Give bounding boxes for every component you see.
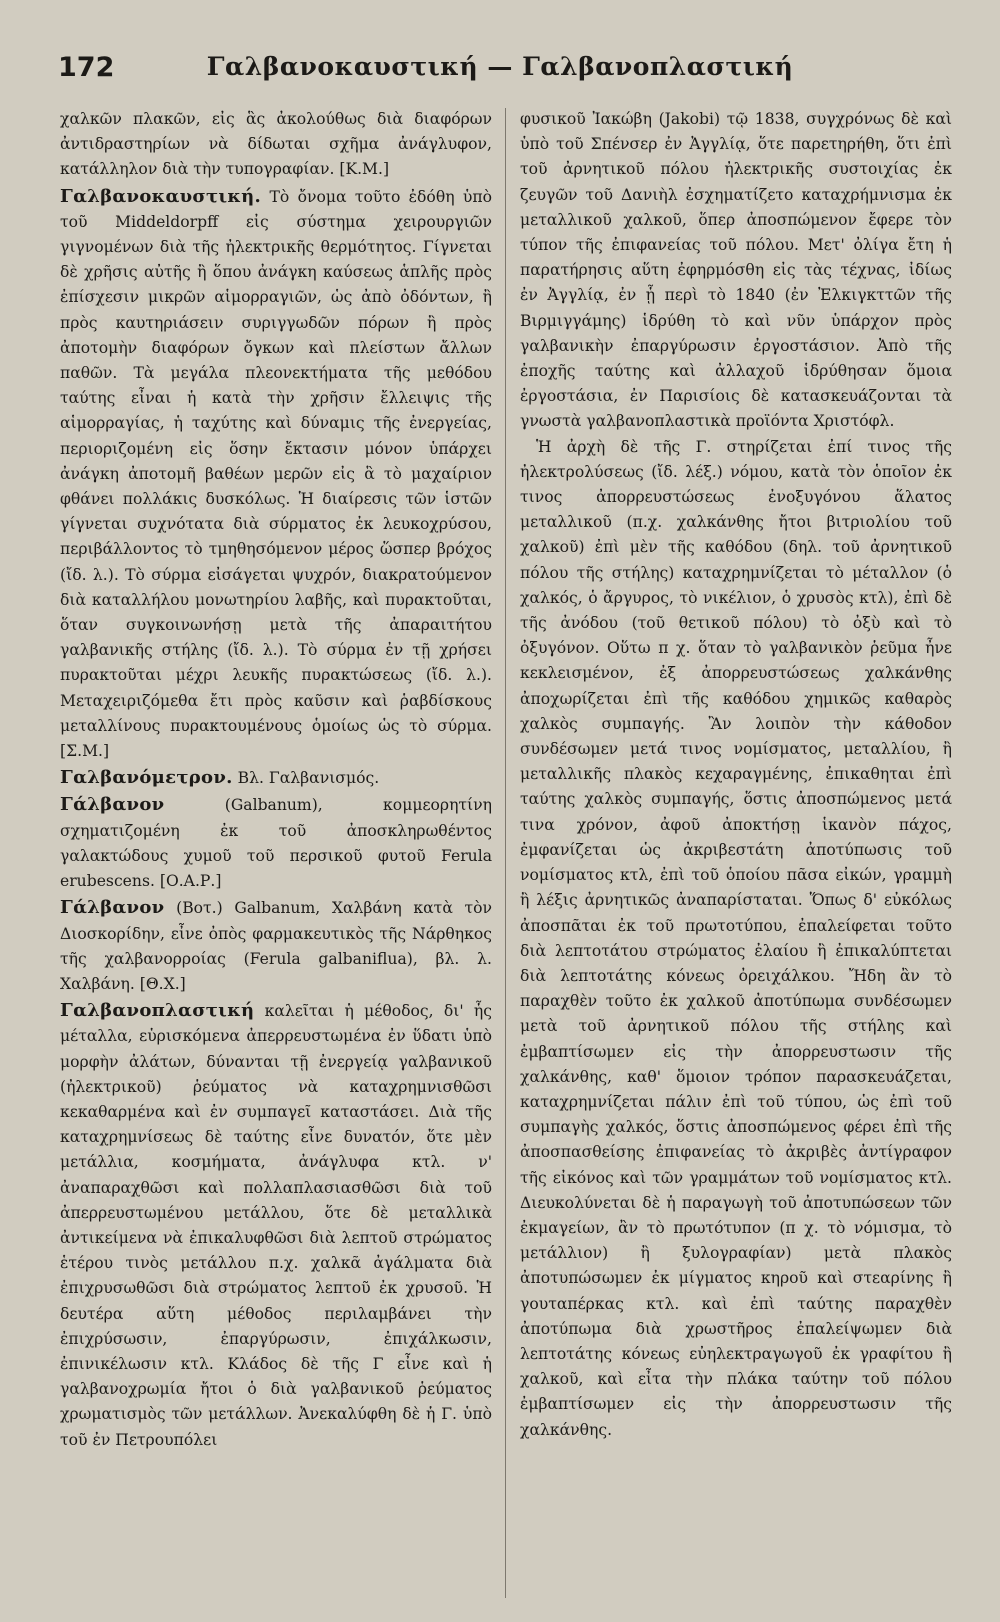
entry-galvanometron [60,765,492,791]
entry-lemma: Γάλβανον [60,897,165,919]
entry-galvanon-1 [60,792,492,894]
column-divider [505,108,506,1598]
paragraph-history: φυσικοῦ Ἰακώβη (Jakobi) τῷ 1838, συγχρόνως δὲ καὶ ὑπὸ τοῦ Σπένσερ ἐν Ἀγγλίᾳ, ὅτε παρετηρήθη, ὅτι ἐπὶ τοῦ ἀρνητικοῦ πόλου ἠλεκτρικῆς συστοιχίας ἐκ ζευγῶν τοῦ Δανιὴλ ἐσχηματίζετο καταχρήμνισμα ἐκ μεταλλικοῦ χαλκοῦ, ὅπερ ἀποσπώμενον ἔφερε τὸν τύπον τῆς ἐπιφανείας τοῦ πόλου. Μετ' ὀλίγα ἔτη ἡ παρατήρησις αὕτη ἐφηρμόσθη εἰς τὰς τέχνας, ἰδίως ἐν Ἀγγλίᾳ, ἐν ᾗ περὶ τὸ 1840 (ἐν Ἐλκιγκττῶν τῆς Βιρμιγγάμης) ἱδρύθη τὸ καὶ νῦν ὑπάρχον πρὸς γαλβανικὴν ἐπαργύρωσιν ἐργοστάσιον. Ἀπὸ τῆς ἐποχῆς ταύτης καὶ ἀλλαχοῦ ἱδρύθησαν ὅμοια ἐργοστάσια, ἐν Παρισίοις δὲ κατασκευάζονται τὰ γνωστὰ γαλβανοπλαστικὰ προϊόντα Χριστόφλ. [520,110,952,431]
right-column [520,107,952,1607]
entry-continuation [60,107,492,183]
entry-text: (Galbanum), κομμεορητίνη σχηματιζομένη ἐκ τοῦ ἀποσκληρωθέντος γαλακτώδους χυμοῦ τοῦ περσικοῦ φυτοῦ Ferula erubescens. [Ο.Α.Ρ.] [60,796,492,891]
running-head: Γαλβανοκαυστική — Γαλβανοπλαστική [206,52,794,81]
page-header [58,52,942,92]
entry-text: Βλ. Γαλβανισμός. [232,769,380,788]
entry-lemma: Γαλβανοπλαστική [60,1000,255,1022]
entry-galvanokaustiki [60,184,492,765]
left-column [60,107,492,1607]
entry-galvanoplastiki [60,998,492,1453]
entry-lemma: Γαλβανοκαυστική. [60,185,262,207]
entry-text: (Βοτ.) Galbanum, Χαλβάνη κατὰ τὸν Διοσκορίδην, εἶνε ὀπὸς φαρμακευτικὸς τῆς Νάρθηκος τῆς χαλβανορροίας (Ferula galbaniflua), βλ. λ. Χαλβάνη. [Θ.Χ.] [60,899,492,993]
page-number: 172 [58,52,115,83]
entry-text: Τὸ ὄνομα τοῦτο ἐδόθη ὑπὸ τοῦ Middeldorpff εἰς σύστημα χειρουργιῶν γιγνομένων διὰ τῆς ἠλεκτρικῆς θερμότητος. Γίγνεται δὲ χρῆσις αὐτῆς ἢ ὅπου ἀνάγκη καύσεως ἁπλῆς πρὸς ἐπίσχεσιν μικρῶν αἱμορραγιῶν, ὡς ἀπὸ ὀδόντων, ἢ πρὸς καυτηριάσειν συριγγωδῶν πόρων ἢ πρὸς ἀποτομὴν διαφόρων ὄγκων καὶ πλείστων ἄλλων παθῶν. Τὰ μεγάλα πλεονεκτήματα τῆς μεθόδου ταύτης εἶναι ἡ κατὰ τὴν χρῆσιν ἔλλειψις τῆς αἱμορραγίας, ἡ ταχύτης καὶ δύναμις τῆς ἐνεργείας, περιοριζομένη εἰς ὅσην ἔκτασιν μόνον ὑπάρχει ἀνάγκη ἀποτομῆ βαθέων μερῶν εἰς ἃ τὸ μαχαίριον φθάνει πολλάκις δυσκόλως. Ἡ διαίρεσις τῶν ἱστῶν γίγνεται συχνότατα διὰ σύρματος ἐκ λευκοχρύσου, περιβάλλοντος τὸ τμηθησόμενον μέρος ὥσπερ βρόχος (ἴδ. λ.). Τὸ σύρμα εἰσάγεται ψυχρόν, διακρατούμενον διὰ καταλλήλου μονωτηρίου λαβῆς, καὶ πυρακτοῦται, ὅταν συγκοινωνήσῃ μετὰ τῆς ἀπαραιτήτου γαλβανικῆς στήλης (ἴδ. λ.). Τὸ σύρμα ἐν τῇ χρήσει πυρακτοῦται μέχρι λευκῆς πυρακτώσεως (ἴδ. λ.). Μεταχειριζόμεθα ἔτι πρὸς καῦσιν καὶ ῥαβδίσκους μεταλλίνους πυρακτουμένους ὁμοίως ὡς τὸ σύρμα. [Σ.Μ.] [60,187,492,761]
entry-lemma: Γαλβανόμετρον. [60,767,233,789]
entry-text: χαλκῶν πλακῶν, εἰς ἃς ἀκολούθως διὰ διαφόρων ἀντιδραστηρίων νὰ δίδωται σχῆμα ἀνάγλυφον, κατάλληλον διὰ τὴν τυπογραφίαν. [Κ.Μ.] [60,110,492,179]
entry-galvanon-2 [60,895,492,997]
entry-lemma: Γάλβανον [60,794,165,816]
paragraph-principle: Ἡ ἀρχὴ δὲ τῆς Γ. στηρίζεται ἐπί τινος τῆς ἠλεκτρολύσεως (ἴδ. λέξ.) νόμου, κατὰ τὸν ὁποῖον ἐκ τινος ἀπορρευστώσεως ἐνοξυγόνου ἅλατος μεταλλικοῦ (π.χ. χαλκάνθης ἤτοι βιτριολίου τοῦ χαλκοῦ) ἐπὶ μὲν τῆς καθόδου (δηλ. τοῦ ἀρνητικοῦ πόλου τῆς στήλης) καταχρημνίζεται τὸ μέταλλον (ὁ χαλκός, ὁ ἄργυρος, τὸ νικέλιον, ὁ χρυσὸς κτλ), ἐπὶ δὲ τῆς ἀνόδου (τοῦ θετικοῦ πόλου) τὸ ὀξὺ καὶ τὸ ὀξυγόνον. Οὕτω π χ. ὅταν τὸ γαλβανικὸν ῥεῦμα ἦνε κεκλεισμένον, ἐξ ἀπορρευστώσεως χαλκάνθης ἀποχωρίζεται ἐπὶ τῆς καθόδου χημικῶς καθαρὸς χαλκὸς συμπαγής. Ἂν λοιπὸν τὴν κάθοδον συνδέσωμεν μετά τινος νομίσματος, μεταλλίου, ἢ μεταλλικῆς πλακὸς κεχαραγμένης, ἐπικαθηται ἐπὶ ταύτης χαλκὸς συμπαγής, ὅστις ἀποσπώμενος μετά τινα χρόνον, ἀφοῦ ἀποκτήσῃ ἱκανὸν πάχος, ἐμφανίζεται ὡς ἀκριβεστάτη ἀποτύπωσις τοῦ νομίσματος κτλ, ἐπὶ τοῦ ὁποίου πᾶσα εἰκών, γραμμὴ ἢ λέξις ἀρνητικῶς ἀναπαρίσταται. Ὅπως δ' εὐκόλως ἀποσπᾶται ἐκ τοῦ πρωτοτύπου, ἐπαλείφεται τοῦτο διὰ λεπτοτάτου στρώματος ἐλαίου ἢ ἐπικαλύπτεται διὰ λεπτοτάτης κόνεως ὀρειχάλκου. Ἤδη ἂν τὸ παραχθὲν τοῦτο ἐκ χαλκοῦ ἀποτύπωμα συνδέσωμεν μετὰ τοῦ ἀρνητικοῦ πόλου τῆς στήλης καὶ ἐμβαπτίσωμεν εἰς τὴν ἀπορρευστωσιν τῆς χαλκάνθης, καθ' ὅμοιον τρόπον παρασκευάζεται, καταχρημνίζεται πάλιν ἐπὶ τοῦ τύπου, ὡς ἐπὶ τοῦ συμπαγὴς χαλκός, ὅστις ἀποσπώμενος φέρει ἐπὶ τῆς ἀποσπασθείσης ἐπιφανείας τὸ ἀκριβὲς ἀντίγραφον τῆς εἰκόνος καὶ τῶν γραμμάτων τοῦ νομίσματος κτλ. Διευκολύνεται δὲ ἡ παραγωγὴ τοῦ ἀποτυπώσεων τῶν ἐκμαγείων, ἂν τὸ πρωτότυπον (π χ. τὸ νόμισμα, τὸ μετάλλιον) ἢ ξυλογραφίαν) μετὰ πλακὸς ἀποτυπώσωμεν ἐκ μίγματος κηροῦ καὶ στεαρίνης ἢ γουταπέρκας κτλ. καὶ ἐπὶ ταύτης παραχθὲν ἀποτύπωμα διὰ χρωστῆρος ἐπαλείψωμεν διὰ λεπτοτάτης κόνεως εὐηλεκτραγωγοῦ ἐκ γραφίτου ἢ χαλκοῦ, καὶ εἶτα τὴν πλάκα ταύτην τοῦ πόλου ἐμβαπτίσωμεν εἰς τὴν ἀπορρευστωσιν τῆς χαλκάνθης. [520,437,952,1439]
entry-text: καλεῖται ἡ μέθοδος, δι' ἧς μέταλλα, εὑρισκόμενα ἀπερρευστωμένα ἐν ὕδατι ὑπὸ μορφὴν ἀλάτων, δύνανται τῇ ἐνεργείᾳ γαλβανικοῦ (ἠλεκτρικοῦ) ῥεύματος νὰ καταχρημνισθῶσι κεκαθαρμένα καὶ ἐν συμπαγεῖ καταστάσει. Διὰ τῆς καταχρημνίσεως δὲ ταύτης εἶνε δυνατόν, ὅτε μὲν μετάλλια, κοσμήματα, ἀνάγλυφα κτλ. ν' ἀναπαραχθῶσι καὶ πολλαπλασιασθῶσι διὰ τοῦ ἀπερρευστωμένου μετάλλου, ὅτε δὲ μεταλλικὰ ἀντικείμενα νὰ ἐπικαλυφθῶσι διὰ λεπτοῦ στρώματος ἑτέρου τινὸς μετάλλου π.χ. χαλκᾶ ἀγάλματα διὰ ἐπιχρυσωθῶσι διὰ στρώματος λεπτοῦ ἐκ χρυσοῦ. Ἡ δευτέρα αὕτη μέθοδος περιλαμβάνει τὴν ἐπιχρύσωσιν, ἐπαργύρωσιν, ἐπιχάλκωσιν, ἐπινικέλωσιν κτλ. Κλάδος δὲ τῆς Γ εἶνε καὶ ἡ γαλβανοχρωμία ἤτοι ὁ διὰ γαλβανικοῦ ῥεύματος χρωματισμὸς τῶν μετάλλων. Ἀνεκαλύφθη δὲ ἡ Γ. ὑπὸ τοῦ ἐν Πετρουπόλει [60,1002,492,1449]
